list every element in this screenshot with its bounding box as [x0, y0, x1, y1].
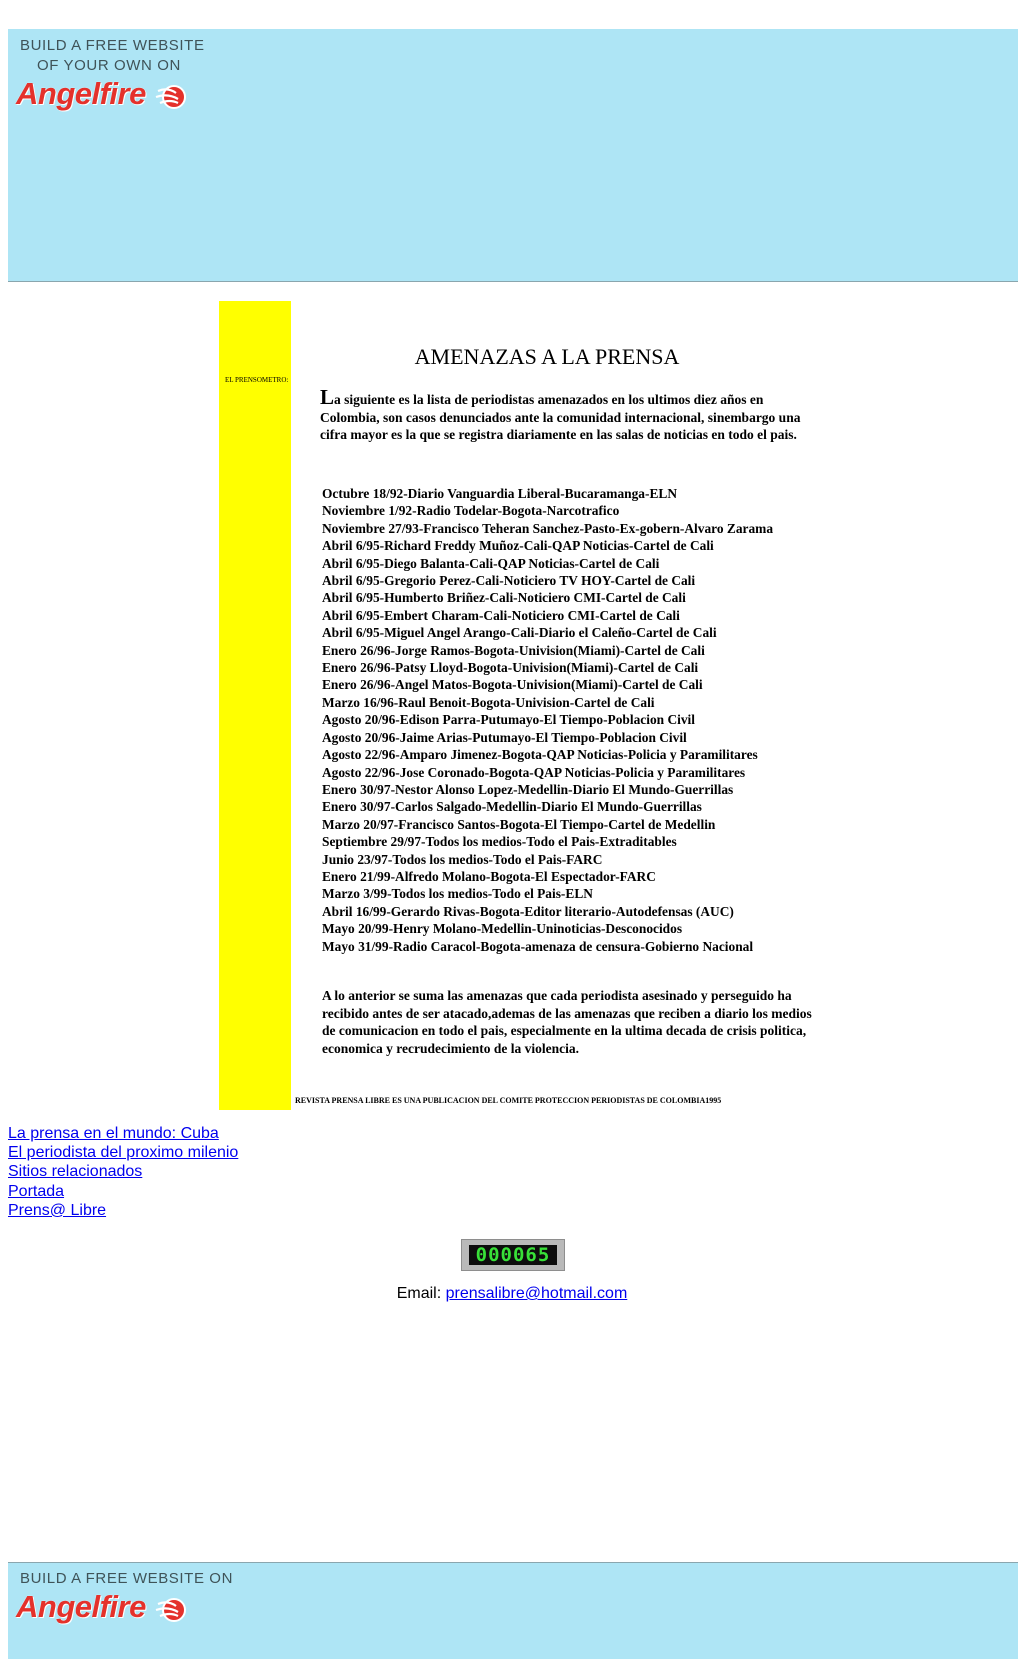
email-label: Email: — [396, 1285, 442, 1302]
link-sitios-relacionados[interactable]: Sitios relacionados — [8, 1163, 143, 1181]
contact-line — [0, 1285, 1024, 1303]
drop-cap: L — [320, 385, 335, 409]
threat-item: Abril 6/95-Diego Balanta-Cali-QAP Noticias-Cartel de Cali — [322, 555, 660, 571]
threat-item: Marzo 3/99-Todos los medios-Todo el Pais-ELN — [322, 886, 593, 902]
threat-item: Enero 30/97-Nestor Alonso Lopez-Medellin-Diario El Mundo-Guerrillas — [322, 781, 734, 797]
threat-item: Mayo 31/99-Radio Caracol-Bogota-amenaza de censura-Gobierno Nacional — [322, 938, 754, 954]
threat-item: Septiembre 29/97-Todos los medios-Todo el Pais-Extraditables — [322, 834, 677, 850]
threat-item: Agosto 22/96-Amparo Jimenez-Bogota-QAP Noticias-Policia y Paramilitares — [322, 747, 758, 763]
threat-item: Junio 23/97-Todos los medios-Todo el Pais-FARC — [322, 851, 603, 867]
threat-item: Enero 26/96-Patsy Lloyd-Bogota-Univision(Miami)-Cartel de Cali — [322, 660, 699, 676]
threat-item: Noviembre 27/93-Francisco Teheran Sanchez-Pasto-Ex-gobern-Alvaro Zarama — [322, 520, 774, 536]
intro-paragraph — [320, 385, 815, 444]
nav-links — [8, 1124, 238, 1220]
threat-item: Agosto 22/96-Jose Coronado-Bogota-QAP Noticias-Policia y Paramilitares — [322, 764, 746, 780]
threat-item: Abril 6/95-Gregorio Perez-Cali-Noticiero TV HOY-Cartel de Cali — [322, 573, 696, 589]
threat-item: Abril 6/95-Humberto Briñez-Cali-Noticiero CMI-Cartel de Cali — [322, 590, 686, 606]
link-prensa-mundo-cuba[interactable]: La prensa en el mundo: Cuba — [8, 1125, 219, 1142]
angelfire-logo[interactable]: Angelfire — [16, 76, 146, 111]
threat-item: Agosto 20/96-Jaime Arias-Putumayo-El Tiempo-Poblacion Civil — [322, 729, 687, 745]
threat-item: Mayo 20/99-Henry Molano-Medellin-Uninoticias-Desconocidos — [322, 921, 683, 937]
threat-item: Marzo 20/97-Francisco Santos-Bogota-El Tiempo-Cartel de Medellin — [322, 816, 716, 832]
threat-item: Marzo 16/96-Raul Benoit-Bogota-Univision-Cartel de Cali — [322, 694, 655, 710]
email-link[interactable]: prensalibre@hotmail.com — [445, 1285, 628, 1302]
threat-list — [322, 485, 822, 955]
flame-icon — [154, 1592, 194, 1624]
link-prensa-libre[interactable]: Prens@ Libre — [8, 1201, 107, 1219]
flame-icon — [154, 79, 194, 111]
top-ad-banner[interactable] — [8, 29, 1018, 282]
threat-item: Abril 6/95-Embert Charam-Cali-Noticiero CMI-Cartel de Cali — [322, 607, 680, 623]
ad-text-line-2: OF YOUR OWN ON — [37, 57, 181, 74]
threat-item: Octubre 18/92-Diario Vanguardia Liberal-Bucaramanga-ELN — [322, 486, 677, 501]
prensometro-sidebar — [219, 301, 291, 1110]
ad-text-line-1: BUILD A FREE WEBSITE — [20, 37, 205, 54]
angelfire-logo-bottom[interactable]: Angelfire — [16, 1589, 146, 1624]
threat-item: Abril 16/99-Gerardo Rivas-Bogota-Editor literario-Autodefensas (AUC) — [322, 903, 734, 919]
page-title: AMENAZAS A LA PRENSA — [414, 343, 680, 369]
ad-bottom-text: BUILD A FREE WEBSITE ON — [20, 1570, 234, 1587]
hit-counter — [461, 1239, 565, 1271]
hit-counter-value: 000065 — [469, 1245, 557, 1265]
threat-item: Enero 30/97-Carlos Salgado-Medellin-Diario El Mundo-Guerrillas — [322, 799, 702, 815]
threat-item: Abril 6/95-Richard Freddy Muñoz-Cali-QAP Noticias-Cartel de Cali — [322, 538, 714, 554]
threat-item: Abril 6/95-Miguel Angel Arango-Cali-Diario el Caleño-Cartel de Cali — [322, 625, 717, 641]
threat-item: Enero 26/96-Angel Matos-Bogota-Univision(Miami)-Cartel de Cali — [322, 677, 703, 693]
bottom-ad-banner[interactable] — [8, 1562, 1018, 1659]
threat-item: Enero 21/99-Alfredo Molano-Bogota-El Espectador-FARC — [322, 868, 656, 884]
publication-note: REVISTA PRENSA LIBRE ES UNA PUBLICACION DEL COMITE PROTECCION PERIODISTAS DE COLOMBIA1995 — [295, 1096, 722, 1105]
threat-item: Enero 26/96-Jorge Ramos-Bogota-Univision(Miami)-Cartel de Cali — [322, 642, 705, 658]
intro-text: a siguiente es la lista de periodistas amenazados en los ultimos diez años en Colombia, son casos denunciados ante la comunidad internacional, sinembargo una cifra mayor es la que se registra diariamente en las salas de noticias en todo el pais. — [320, 392, 801, 442]
link-portada[interactable]: Portada — [8, 1182, 65, 1200]
link-periodista-milenio[interactable]: El periodista del proximo milenio — [8, 1144, 239, 1162]
threat-item: Agosto 20/96-Edison Parra-Putumayo-El Tiempo-Poblacion Civil — [322, 712, 695, 728]
closing-paragraph: A lo anterior se suma las amenazas que cada periodista asesinado y perseguido ha recibido antes de ser atacado,ademas de las amenazas que reciben a diario los medios de comunicacion en todo el pais, especialmente en la ultima decada de crisis politica, economica y recrudecimiento de la violencia. — [322, 988, 812, 1056]
sidebar-label: EL PRENSOMETRO: — [225, 376, 289, 384]
threat-item: Noviembre 1/92-Radio Todelar-Bogota-Narcotrafico — [322, 503, 620, 519]
